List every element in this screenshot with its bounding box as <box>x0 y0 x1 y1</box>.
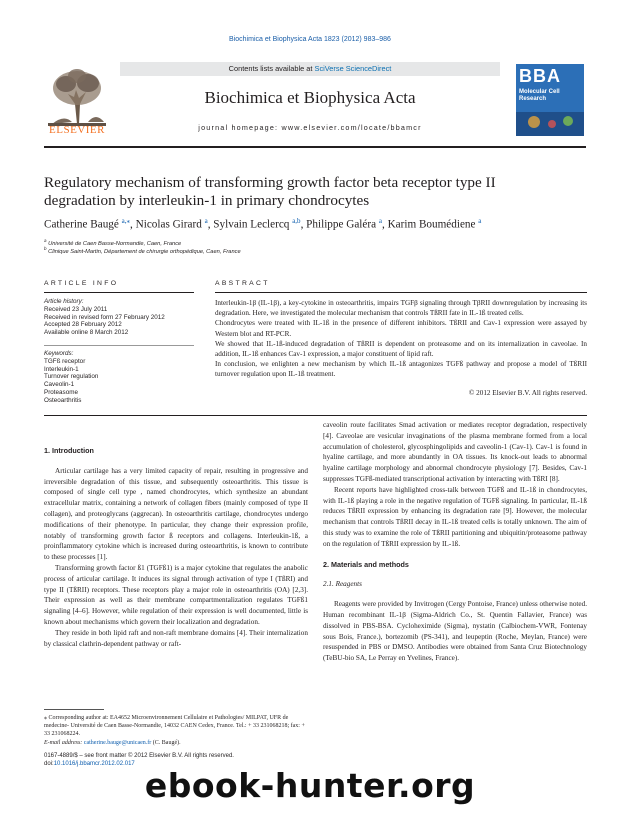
author-affiliation-mark[interactable]: a <box>204 217 208 225</box>
body-paragraph: Recent reports have highlighted cross-talk between TGFß and IL-1ß in chondrocytes, with IL-1ß playing a role in the negative regulation of TGFß signaling. In particular, IL-1ß reduces TßRII expression by enhancing its degradation rate [9]. However, the molecular mechanism that controls TßRII decay in IL-1ß treated cells is totally unknown. The aim of this study was to examine the role of TßRII partitioning and ubiquitin/proteasome pathway on the regulation of TßRII expression by IL-1ß. <box>323 485 587 548</box>
left-column <box>44 446 308 649</box>
issn-line: 0167-4889/$ – see front matter © 2012 Elsevier B.V. All rights reserved. <box>44 753 234 759</box>
sciencedirect-link[interactable]: SciVerse ScienceDirect <box>314 64 392 73</box>
email-suffix: (C. Baugé). <box>151 739 181 746</box>
body-paragraph: They reside in both lipid raft and non-raft membrane domains [4]. Their internalization by classical clathrin-dependent pathway or raft- <box>44 628 308 648</box>
journal-citation: Biochimica et Biophysica Acta 1823 (2012) 983–986 <box>229 36 391 43</box>
affiliation-mark: a <box>44 238 47 243</box>
email-line <box>44 739 308 747</box>
keywords-label: Keywords: <box>44 350 74 357</box>
article-info-heading: ARTICLE INFO <box>44 280 119 287</box>
header-rule <box>44 146 586 148</box>
affiliation-text: Université de Caen Basse-Normandie, Caen, France <box>48 240 182 247</box>
author-name: Catherine Baugé <box>44 218 119 231</box>
doi-prefix: doi: <box>44 761 54 767</box>
affiliation-mark: b <box>44 246 47 251</box>
author-name: Karim Boumédiene <box>387 218 476 231</box>
watermark: ebook-hunter.org <box>144 766 476 805</box>
body-paragraph: Articular cartilage has a very limited capacity of repair, resulting in progressive and irreversible degradation of this tissue, and subsequently osteoarthritis. This tissue is composed of single cell type , named chondrocytes, which synthesize an abundant extracellular matrix, containing a network of collagen fibers (mainly composed of type II collagen), and proteoglycans (aggrecan). In osteoarthritis cartilage, chondrocytes undergo modifications of their phenotype. In particular, they change their expression profile, notably of transforming growth factor ß receptors and collagens. Interleukin-1ß, a proinflammatory cytokine which is increased during osteoarthritis, is known to contribute to these processes [1]. <box>44 466 308 562</box>
abstract-rule-bottom <box>44 415 587 416</box>
author-list: Catherine Baugé $^{a,⁎}$, Nicolas Girard $^a$, Sylvain Leclercq $^{a,b}$, Philippe Galéra $^a$, Karim Boumédiene $^a$ <box>44 217 482 231</box>
author-affiliation-mark[interactable]: a,⁎ <box>121 217 131 225</box>
doi-link[interactable]: 10.1016/j.bbamcr.2012.02.017 <box>53 761 135 767</box>
publisher-name: ELSEVIER <box>49 124 105 136</box>
footnote <box>44 714 308 747</box>
history-item: Received 23 July 2011 <box>44 305 108 313</box>
article-info <box>44 298 194 337</box>
author-name: Nicolas Girard <box>135 218 202 231</box>
methods-heading: 2. Materials and methods <box>323 559 409 569</box>
affiliation-b <box>44 246 241 255</box>
homepage-url[interactable]: www.elsevier.com/locate/bbamcr <box>281 123 422 132</box>
title-line-2: degradation by interleukin-1 in primary chondrocytes <box>44 192 370 209</box>
abstract-paragraph: Interleukin-1β (IL-1β), a key-cytokine in osteoarthritis, impairs TGFβ signaling through TβRII downregulation by increasing its degradation. Here, we investigated the molecular mechanism that controls TßRII fate in IL-1ß treated cells. <box>215 299 587 318</box>
introduction-heading: 1. Introduction <box>44 446 94 455</box>
keyword: Interleukin-1 <box>44 365 79 373</box>
info-rule-middle <box>44 345 194 346</box>
article-title <box>44 174 586 210</box>
abstract-paragraph: Chondrocytes were treated with IL-1ß in the presence of different inhibitors. TßRII and Cav-1 expression were assayed by Western blot and RT-PCR. <box>215 319 587 338</box>
journal-homepage <box>120 123 500 132</box>
history-item: Received in revised form 27 February 2012 <box>44 313 165 321</box>
footnote-rule <box>44 709 104 710</box>
author-name: Sylvain Leclercq <box>213 218 290 231</box>
copyright-notice: © 2012 Elsevier B.V. All rights reserved. <box>468 389 587 397</box>
author-name: Philippe Galéra <box>306 218 377 231</box>
body-paragraph: caveolin route facilitates Smad activation or mediates receptor degradation, respectively [4]. Caveolae are vesicular invaginations of the plasma membrane formed from a local accumulation of cholesterol, glycosphingolipids and caveolin-1 (Cav-1). Cav-1 is found in hyaline cartilage, and more abundantly in OA tissues. Its knock-out leads to abnormal hyaline cartilage morphology and abnormal chondrocyte physiology [7]. Besides, Cav-1 suppresses TGFß-mediated transcriptional activation by interacting with TßRI [8]. <box>323 421 587 483</box>
history-item: Available online 8 March 2012 <box>44 329 129 337</box>
homepage-prefix: journal homepage: <box>198 123 282 132</box>
keyword: Turnover regulation <box>44 373 99 381</box>
author-email-link[interactable]: catherine.bauge@unicaen.fr <box>83 739 152 746</box>
email-label: E-mail address: <box>44 739 84 746</box>
abstract-paragraph: In conclusion, we enlighten a new mechanism by which IL-1ß antagonizes TGFß pathway and propose a model of TßRII turnover regulation upon IL-1ß treatment. <box>215 360 587 379</box>
journal-title: Biochimica et Biophysica Acta <box>204 88 416 107</box>
keyword: Caveolin-1 <box>44 381 75 389</box>
contents-bar <box>120 62 500 76</box>
cover-title: BBA <box>519 66 561 86</box>
author-affiliation-mark[interactable]: a,b <box>292 217 301 225</box>
title-line-1: Regulatory mechanism of transforming growth factor beta receptor type II <box>44 174 496 191</box>
body-paragraph: Transforming growth factor ß1 (TGFß1) is a major cytokine that regulates the anabolic process of articular cartilage. It induces its signal through activation of type I (TßRI) and type II (TßRII) receptors. These receptors play a major role in osteoarthritis (OA) [2,3]. Their expression as well as their membrane compartmentalization regulates TGFß1 signaling [4–6]. However, while regulation of their expression is well documented, little is known about mechanisms which govern their localization and degradation. <box>44 563 308 626</box>
keywords-block <box>44 350 194 405</box>
body-paragraph: Reagents were provided by Invitrogen (Cergy Pontoise, France) unless otherwise noted. Human recombinant IL-1β (Sigma-Aldrich Co., St. Quentin Fallavier, France) was dissolved in PBS-BSA. Cycloheximide (Sigma), nystatin (Calbiochem-VWR, Fontenay sous Bois, France.), bortezomib (PS-341), and leupeptin (Roche, Meylan, France) were resuspended in PBS or DMSO. Antibodies were obtained from Santa Cruz Biotechnology (TeBU-bio SA, Le Perray en Yvelines, France). <box>323 600 587 663</box>
right-column <box>323 420 587 664</box>
history-label: Article history: <box>44 298 84 305</box>
keyword: Proteasome <box>44 388 78 396</box>
abstract-heading: ABSTRACT <box>215 280 270 287</box>
info-rule-top <box>44 292 194 293</box>
contents-prefix: Contents lists available at <box>228 64 315 73</box>
keyword: TGFß receptor <box>44 357 86 365</box>
corresponding-author-note: ⁎ Corresponding author at: EA4652 Microenvironnement Cellulaire et Pathologies/ MILPAT, UFR de medecine- Université de Caen Basse-Normandie, 14032 CAEN Cedex, France. Tel.: + 33 231068218; fax: + 33 231068224. <box>44 715 305 738</box>
history-item: Accepted 28 February 2012 <box>44 321 122 329</box>
affiliation-text: Clinique Saint-Martin, Département de chirurgie orthopédique, Caen, France <box>48 248 241 255</box>
keyword: Osteoarthritis <box>44 396 82 404</box>
abstract-paragraph: We showed that IL-1ß-induced degradation of TßRII is dependent on proteasome and on its internalization in caveolae. In addition, IL-1ß enhances Cav-1 expression, a major constituent of lipid raft. <box>215 339 587 359</box>
abstract-rule-top <box>215 292 587 293</box>
author-affiliation-mark[interactable]: a <box>378 217 382 225</box>
reagents-heading: 2.1. Reagents <box>323 580 362 589</box>
abstract-body <box>215 298 587 380</box>
cover-subtitle: Molecular Cell Research <box>519 89 560 102</box>
author-affiliation-mark[interactable]: a <box>478 217 482 225</box>
